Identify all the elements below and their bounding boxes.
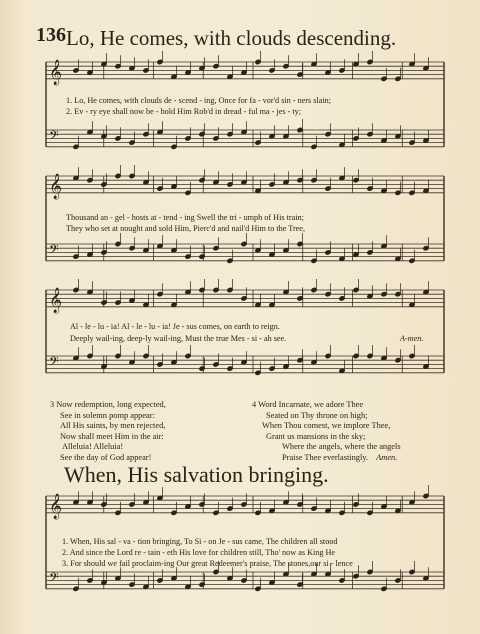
stanza-line: See the day of God appear!: [60, 452, 152, 462]
bass-clef-icon: 𝄢: [49, 354, 59, 372]
hymn-title: Lo, He comes, with clouds descending.: [66, 26, 397, 50]
treble-clef-icon: 𝄞: [49, 494, 63, 519]
stanza-line: Now shall meet Him in the air:: [60, 431, 164, 441]
page-number: 136: [36, 24, 66, 46]
verse-1-lyric-line: Al - le - lu - ia! Al - le - lu - ia! Je - sus comes, on earth to reign.: [70, 322, 280, 331]
stanza-4: [252, 400, 401, 464]
verse-2-lyric-line: Deeply wail-ing, deep-ly wail-ing, Must the true Mes - si - ah see.: [70, 334, 287, 343]
verse-3-lyric-line: 3. For should we fail proclaim-ing Our great Redeemer's praise, The stones,our si - lence: [62, 559, 353, 568]
stanza-line: Grant us mansions in the sky;: [266, 431, 366, 441]
verse-1-lyric-line: Thousand an - gel - hosts at - tend - ing Swell the tri - umph of His train;: [66, 213, 304, 222]
treble-clef-icon: 𝄞: [49, 174, 63, 199]
bass-clef-icon: 𝄢: [49, 570, 59, 588]
stanza-line: 3 Now redemption, long expected,: [50, 400, 166, 409]
treble-clef-icon: 𝄞: [49, 288, 63, 313]
stanza-line: When Thou comest, we implore Thee,: [262, 421, 391, 431]
stanza-line: All His saints, by men rejected,: [60, 421, 166, 431]
stanza-line: See in solemn pomp appear:: [60, 410, 155, 420]
amen-label: A-men.: [400, 334, 424, 343]
bass-clef-icon: 𝄢: [49, 128, 59, 146]
amen-label: Amen.: [376, 452, 398, 462]
stanza-line-text: Praise Thee everlastingly.: [282, 452, 369, 462]
stanza-line: Alleluia! Alleluia!: [62, 442, 124, 452]
stanza-line: 4 Word Incarnate, we adore Thee: [252, 400, 364, 409]
verse-2-lyric-line: 2. And since the Lord re - tain - eth His love for children still, Tho' now as King He: [62, 548, 336, 557]
verse-1-lyric-line: 1. When, His sal - va - tion bringing, To Si - on Je - sus came, The children all stood: [62, 537, 338, 546]
stanza-3: [50, 400, 166, 464]
treble-clef-icon: 𝄞: [49, 60, 63, 85]
verse-2-lyric-line: 2. Ev - ry eye shall now be - hold Him Rob'd in dread - ful ma - jes - ty;: [66, 107, 301, 116]
stanza-line: Seated on Thy throne on high;: [266, 410, 368, 420]
stanza-line: Where the angels, where the angels: [282, 442, 401, 452]
hymn-title: When, His salvation bringing.: [64, 462, 329, 487]
verse-2-lyric-line: They who set at nought and sold Him, Pierc'd and nail'd Him to the Tree,: [66, 224, 305, 233]
verse-1-lyric-line: 1. Lo, He comes, with clouds de - scend - ing, Once for fa - vor'd sin - ners slain;: [66, 96, 331, 105]
bass-clef-icon: 𝄢: [49, 242, 59, 260]
